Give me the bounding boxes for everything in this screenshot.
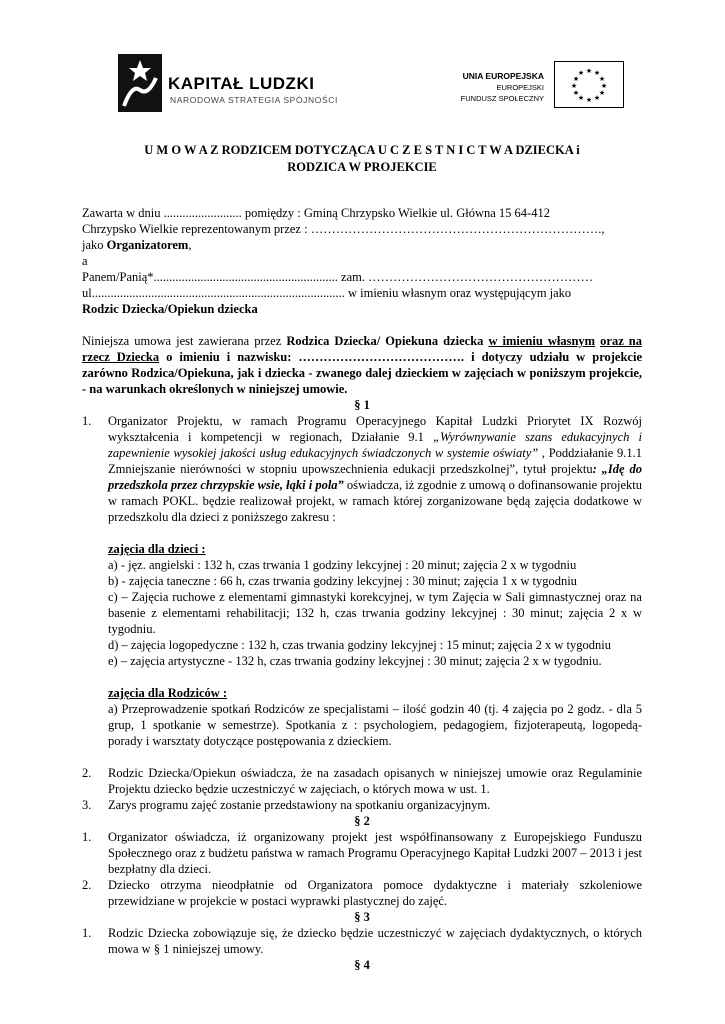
intro-jako: jako — [82, 238, 107, 252]
svg-text:★: ★ — [572, 89, 580, 97]
intro-line-6: ul................................................................................. w imieniu własnym oraz występującym jako — [82, 286, 572, 300]
document-title — [82, 142, 642, 176]
svg-text:★: ★ — [585, 67, 593, 75]
svg-text:★: ★ — [593, 94, 601, 102]
s1-item-3-text: Zarys programu zajęć zostanie przedstawiony na spotkaniu organizacyjnym. — [108, 798, 491, 812]
title-line-2: RODZICA W PROJEKCIE — [287, 160, 437, 174]
s2-item-2 — [82, 877, 642, 909]
kl-subtitle: NARODOWA STRATEGIA SPÓJNOŚCI — [170, 95, 338, 105]
kids-activities — [82, 541, 642, 669]
eu-line3: FUNDUSZ SPOŁECZNY — [460, 94, 544, 103]
agreement-part-4: w imieniu własnym — [488, 334, 596, 348]
s1-item-2-num: 2. — [82, 766, 92, 780]
s2-item-1-num: 1. — [82, 830, 92, 844]
s3-item-1 — [82, 925, 642, 957]
section-3-heading: § 3 — [354, 910, 370, 924]
svg-text:★: ★ — [585, 96, 593, 104]
svg-text:★: ★ — [598, 75, 606, 83]
kl-title: KAPITAŁ LUDZKI — [168, 74, 315, 93]
parents-activities — [82, 685, 642, 749]
agreement-paragraph — [82, 333, 642, 397]
kids-item-c: c) – Zajęcia ruchowe z elementami gimnastyki korekcyjnej, w tym Zajęcia w Sali gimnastycznej oraz na basenie z elementami rehabilitacji; 132 h, czas trwania godziny lekcyjnej : 30 minut; zajęcia 2 x w tygodniu. — [108, 590, 642, 636]
s3-item-1-num: 1. — [82, 926, 92, 940]
intro-line-2: Chrzypsko Wielkie reprezentowanym przez : ……………………………………………………………., — [82, 222, 605, 236]
s1-item-1-num: 1. — [82, 414, 92, 428]
kapital-ludzki-logo — [118, 54, 162, 112]
s1-item-1-d: : „Idę do przedszkola przez chrzypskie wsie, łąki i pola” — [108, 462, 642, 492]
s2-item-2-text: Dziecko otrzyma nieodpłatnie od Organizatora pomoce dydaktyczne i materiały szkoleniowe przewidziane w projekcie w postaci wyprawki plastycznej do zajęć. — [108, 878, 642, 908]
agreement-part-2: Rodzica Dziecka/ Opiekuna dziecka — [286, 334, 484, 348]
svg-text:★: ★ — [572, 75, 580, 83]
s1-item-1-b: „Wyrównywanie szans edukacyjnych i zapewnienie wysokiej jakości usług edukacyjnych świadczonych w systemie oświaty” — [108, 430, 642, 460]
kids-heading: zajęcia dla dzieci : — [108, 542, 206, 556]
s1-item-2 — [82, 765, 642, 797]
section-1-heading: § 1 — [354, 398, 370, 412]
parents-item-a: a) Przeprowadzenie spotkań Rodziców ze specjalistami – ilość godzin 40 (tj. 4 zajęcia po 2 godz. - dla 5 grup, 1 spotkanie w semestrze). Spotkania z : psychologiem, pedagogiem, fizjoterapeutą, logopedą- porady i warsztaty dotyczące postępowania z dzieckiem. — [108, 702, 642, 748]
svg-text:★: ★ — [593, 69, 601, 77]
document-body — [82, 132, 642, 973]
kids-item-d: d) – zajęcia logopedyczne : 132 h, czas trwania godziny lekcyjnej : 15 minut; zajęcia 2 x w tygodniu — [108, 638, 611, 652]
eu-caption — [438, 71, 544, 104]
kids-item-a: a) - jęz. angielski : 132 h, czas trwania 1 godziny lekcyjnej : 20 minut; zajęcia 2 x w tygodniu — [108, 558, 577, 572]
s1-item-1-e: oświadcza, iż zgodnie z umową o dofinansowanie projektu w ramach POKL. będzie realizował projekt, w ramach której zorganizowane będą zajęcia dodatkowe w przedszkolu dla dzieci z poniższego zakresu : — [108, 478, 642, 524]
intro-line-3 — [82, 237, 642, 253]
eu-flag-icon — [554, 61, 624, 108]
section-4-heading: § 4 — [354, 958, 370, 972]
s1-item-1 — [82, 413, 642, 525]
s3-item-1-text: Rodzic Dziecka zobowiązuje się, że dziecko będzie uczestniczyć w zajęciach dydaktycznych, o których mowa w § 1 niniejszej umowy. — [108, 926, 642, 956]
section-2-heading: § 2 — [354, 814, 370, 828]
intro-line-7: Rodzic Dziecka/Opiekun dziecka — [82, 302, 258, 316]
parents-heading: zajęcia dla Rodziców : — [108, 686, 228, 700]
agreement-part-6: o imieniu i nazwisku: …………………………………. i dotyczy udziału w projekcie zarówno Rodzica/Opiekuna, jak i dziecka - zwanego dalej dzieckiem w zajęciach w poniższym projekcie, - na warunkach określonych w niniejszej umowie. — [82, 350, 642, 396]
svg-text:★: ★ — [577, 94, 585, 102]
svg-text:★: ★ — [600, 82, 608, 90]
eu-line2: EUROPEJSKI — [496, 83, 544, 92]
svg-text:★: ★ — [570, 82, 578, 90]
title-line-1: U M O W A Z RODZICEM DOTYCZĄCA U C Z E S T N I C T W A DZIECKA i — [144, 143, 580, 157]
s2-item-2-num: 2. — [82, 878, 92, 892]
intro-comma: , — [188, 238, 192, 252]
s1-item-3 — [82, 797, 642, 813]
s1-item-1-c: , Poddziałanie 9.1.1 Zmniejszanie nierówności w stopniu upowszechnienia edukacji przedszkolnej”, tytuł projektu — [108, 446, 642, 476]
intro-line-1: Zawarta w dniu ......................... pomiędzy : Gminą Chrzypsko Wielkie ul. Główna 15 64-412 — [82, 206, 550, 220]
intro-line-5: Panem/Panią*........................................................... zam. ……………………………………………… — [82, 270, 594, 284]
svg-text:★: ★ — [598, 89, 606, 97]
s2-item-1 — [82, 829, 642, 877]
s1-item-2-text: Rodzic Dziecka/Opiekun oświadcza, że na zasadach opisanych w niniejszej umowie oraz Regulaminie Projektu dziecko będzie uczestniczyć w zajęciach, o których mowa w ust. 1. — [108, 766, 642, 796]
s1-item-1-a: Organizator Projektu, w ramach Programu Operacyjnego Kapitał Ludzki Priorytet IX Rozwój wykształcenia i kompetencji w regionach, Działanie 9.1 — [108, 414, 642, 444]
intro-section — [82, 205, 642, 317]
agreement-part-5: oraz na rzecz Dziecka — [82, 334, 642, 364]
s1-item-3-num: 3. — [82, 798, 92, 812]
eu-line1: UNIA EUROPEJSKA — [462, 71, 544, 81]
svg-text:★: ★ — [577, 69, 585, 77]
organizer-label: Organizatorem — [106, 238, 189, 252]
s2-item-1-text: Organizator oświadcza, iż organizowany projekt jest współfinansowany z Europejskiego Funduszu Społecznego oraz z budżetu państwa w ramach Programu Operacyjnego Kapitał Ludzki 2007 – 2013 i jest bezpłatny dla dzieci. — [108, 830, 642, 876]
kids-item-e: e) – zajęcia artystyczne - 132 h, czas trwania godziny lekcyjnej : 30 minut; zajęcia 2 x w tygodniu. — [108, 654, 602, 668]
intro-line-4: a — [82, 254, 88, 268]
kids-item-b: b) - zajęcia taneczne : 66 h, czas trwania godziny lekcyjnej : 30 minut; zajęcia 1 x w tygodniu — [108, 574, 577, 588]
agreement-part-1: Niniejsza umowa jest zawierana przez — [82, 334, 287, 348]
